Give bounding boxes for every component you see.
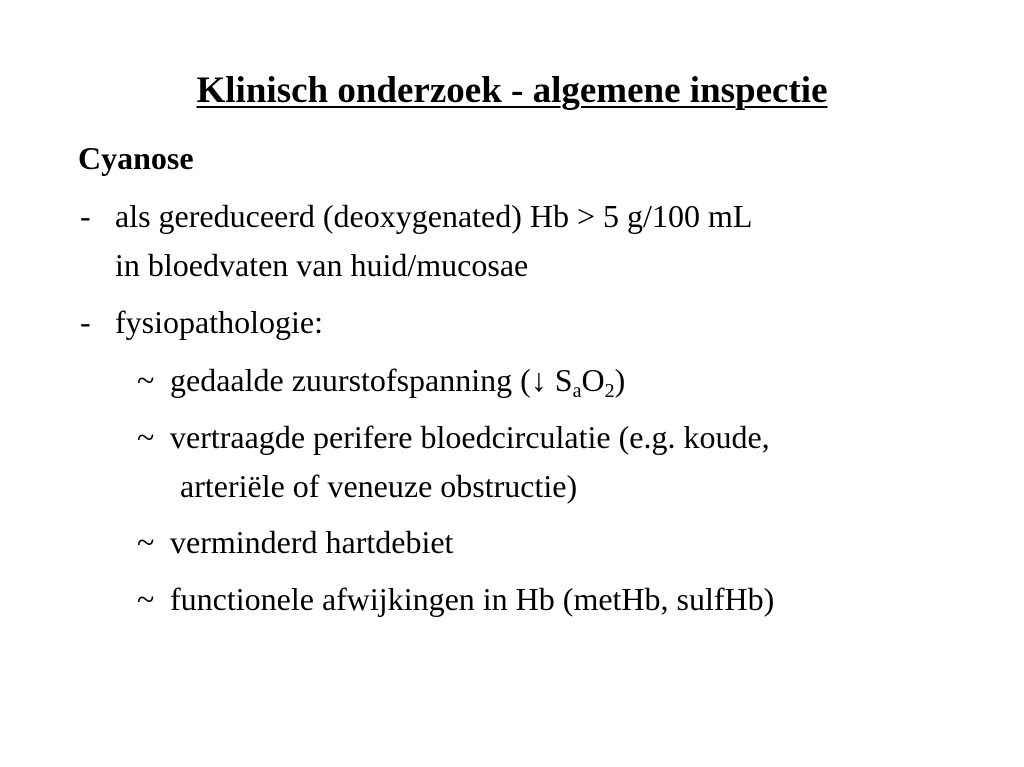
subitem-text: verminderd hartdebiet [170, 524, 454, 560]
subitem-marker: ~ [137, 524, 155, 560]
section-heading: Cyanose [78, 140, 194, 176]
bullet-text-continued: in bloedvaten van huid/mucosae [115, 247, 529, 283]
subitem-text-continued: arteriële of veneuze obstructie) [180, 468, 578, 504]
subitem-text-part: O [581, 362, 605, 398]
subitem-text: functionele afwijkingen in Hb (metHb, sulfHb) [170, 581, 775, 617]
subitem-text-part: ) [614, 362, 626, 398]
bullet-text: fysiopathologie: [115, 304, 323, 340]
subitem-marker: ~ [137, 581, 155, 617]
subitem-text: vertraagde perifere bloedcirculatie (e.g. koude, [170, 419, 770, 455]
bullet-marker: - [80, 304, 91, 340]
slide-title: Klinisch onderzoek - algemene inspectie [196, 70, 828, 111]
subitem-marker: ~ [137, 362, 155, 398]
bullet-marker: - [80, 198, 91, 234]
subitem-marker: ~ [137, 419, 155, 455]
subitem-text-part: gedaalde zuurstofspanning (↓ S [170, 362, 573, 398]
subscript: 2 [604, 380, 615, 402]
subscript: a [572, 380, 582, 402]
bullet-text: als gereduceerd (deoxygenated) Hb > 5 g/100 mL [115, 198, 753, 234]
subitem-text [170, 362, 626, 402]
